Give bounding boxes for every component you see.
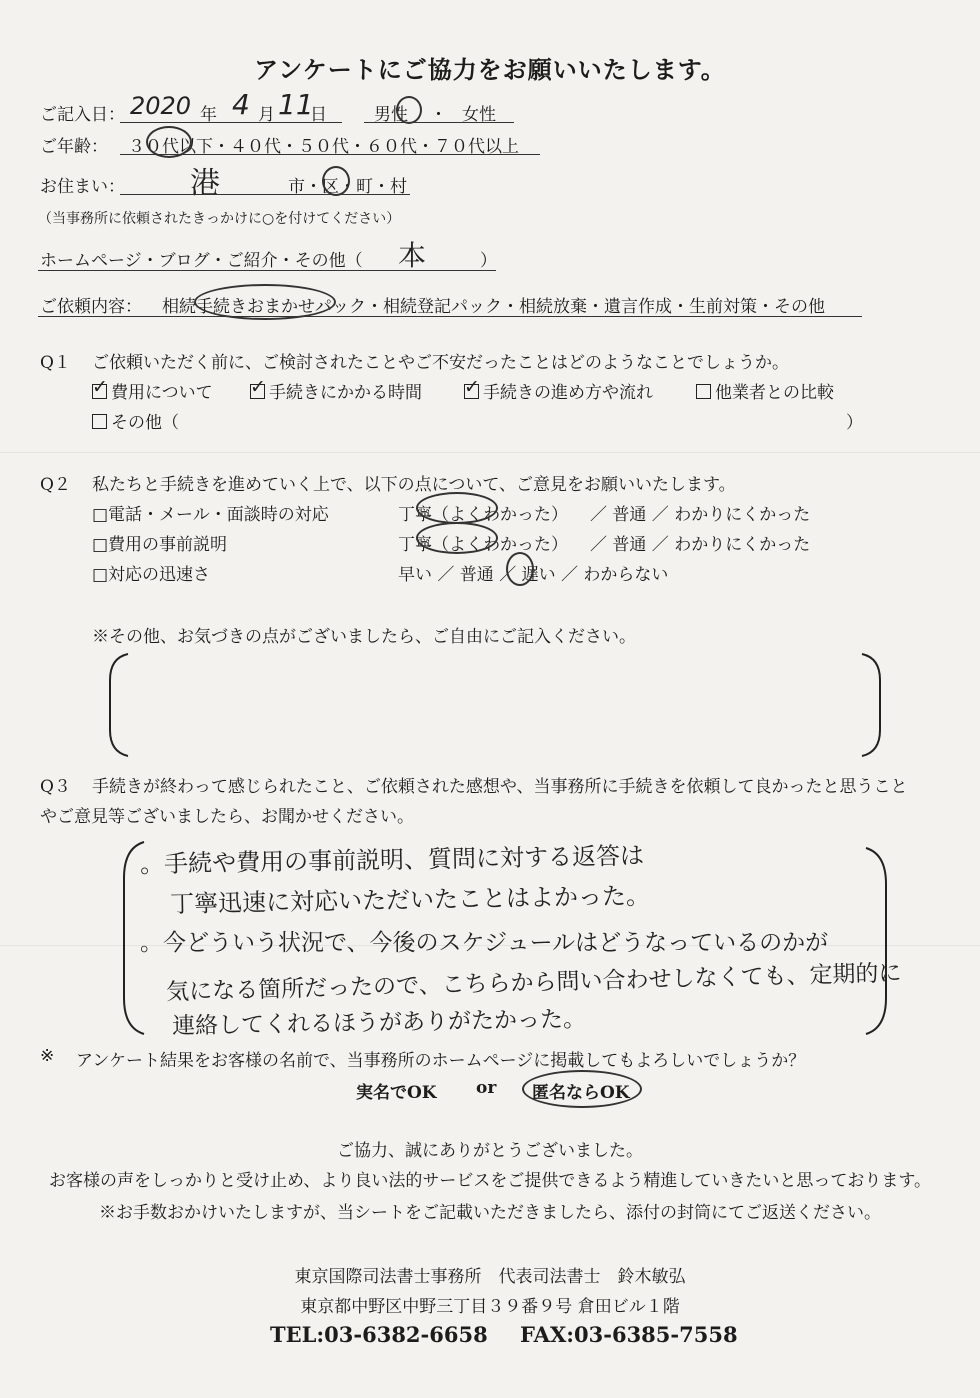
age-label: ご年齢： xyxy=(40,137,108,157)
q1-other-label: その他（ xyxy=(111,413,179,433)
trigger-close: ） xyxy=(480,251,497,271)
publish-question: アンケート結果をお客様の名前で、当事務所のホームページに掲載してもよろしいでしょうか？ xyxy=(76,1051,806,1071)
q2-comment-box[interactable] xyxy=(100,650,890,760)
q1-compare-label: 他業者との比較 xyxy=(715,383,834,403)
year-unit: 年 xyxy=(200,105,217,125)
q2-row1-circle-mark xyxy=(416,492,498,524)
footer-return-note: ※お手数おかけいたしますが、当シートをご記載いただきましたら、添付の封筒にてご返送ください。 xyxy=(99,1203,881,1223)
q1-number: Q１ xyxy=(40,353,71,373)
q2-row3-options[interactable]: 早い ／ 普通 ／ 遅い ／ わからない xyxy=(398,565,669,585)
publish-mark: ※ xyxy=(40,1046,55,1066)
q1-other-checkbox[interactable] xyxy=(92,414,107,429)
gender-separator: ・ xyxy=(430,105,447,125)
q3-number: Q３ xyxy=(40,777,71,797)
publish-anonymous-circle-mark xyxy=(522,1070,642,1108)
footer-message: お客様の声をしっかりと受け止め、より良い法的サービスをご提供できるよう精進していきたいと思っております。 xyxy=(49,1171,931,1191)
q1-other-close: ） xyxy=(846,413,863,433)
publish-or: or xyxy=(476,1078,497,1098)
request-label: ご依頼内容： xyxy=(40,297,142,317)
q2-row2-circle-mark xyxy=(416,522,498,554)
q3-answer-line3[interactable]: 。今どういう状況で、今後のスケジュールはどうなっているのかが xyxy=(140,930,829,956)
request-circle-mark xyxy=(194,284,336,320)
q3-question-line2: やご意見等ございましたら、お聞かせください。 xyxy=(40,807,414,827)
q3-answer-line4[interactable]: 気になる箇所だったので、こちらから問い合わせしなくても、定期的に xyxy=(165,960,902,1006)
q1-time-checkbox[interactable] xyxy=(250,384,265,399)
q2-row2-label: □費用の事前説明 xyxy=(92,535,228,555)
q2-number: Q２ xyxy=(40,475,71,495)
q1-cost-checkbox[interactable] xyxy=(92,384,107,399)
year-value[interactable]: 2020 xyxy=(130,92,192,120)
q1-time-label: 手続きにかかる時間 xyxy=(269,383,422,403)
q1-option-cost[interactable] xyxy=(92,378,213,403)
q1-compare-checkbox[interactable] xyxy=(696,384,711,399)
day-unit: 日 xyxy=(310,105,327,125)
q2-row2-other-options[interactable]: ／ 普通 ／ わかりにくかった xyxy=(590,535,811,555)
q1-flow-label: 手続きの進め方や流れ xyxy=(483,383,653,403)
residence-units: 市・区・町・村 xyxy=(288,177,407,197)
trigger-other-value[interactable]: 本 xyxy=(398,239,427,272)
footer-thanks: ご協力、誠にありがとうございました。 xyxy=(337,1141,643,1161)
ward-circle-mark xyxy=(322,166,350,196)
q2-note: ※その他、お気づきの点がございましたら、ご自由にご記入ください。 xyxy=(92,627,636,647)
male-circle-mark xyxy=(396,96,422,124)
month-unit: 月 xyxy=(258,105,275,125)
age-options[interactable]: ３０代以下・４０代・５０代・６０代・７０代以上 xyxy=(128,137,519,157)
q3-answer-line5[interactable]: 連絡してくれるほうがありがたかった。 xyxy=(171,1006,587,1040)
month-value[interactable]: 4 xyxy=(232,88,250,121)
publish-real-name-option[interactable]: 実名でOK xyxy=(356,1083,437,1103)
q2-row3-label: □対応の迅速さ xyxy=(92,565,211,585)
q2-question: 私たちと手続きを進めていく上で、以下の点について、ご意見をお願いいたします。 xyxy=(92,475,736,495)
q2-row1-option-polite[interactable]: 丁寧（よくわかった） xyxy=(398,505,568,525)
trigger-options[interactable]: ホームページ・ブログ・ご紹介・その他（ xyxy=(40,251,363,271)
q2-row1-other-options[interactable]: ／ 普通 ／ わかりにくかった xyxy=(590,505,811,525)
footer-address: 東京都中野区中野三丁目３９番９号 倉田ビル１階 xyxy=(300,1297,680,1317)
q1-option-flow[interactable] xyxy=(464,378,653,403)
gender-male[interactable]: 男性 xyxy=(374,105,408,125)
q1-flow-checkbox[interactable] xyxy=(464,384,479,399)
day-value[interactable]: 11 xyxy=(278,88,314,121)
q2-row3-circle-mark xyxy=(506,552,534,586)
q1-question: ご依頼いただく前に、ご検討されたことやご不安だったことはどのようなことでしょうか。 xyxy=(92,353,789,373)
q1-cost-label: 費用について xyxy=(111,383,213,403)
q2-row2-option-polite[interactable]: 丁寧（よくわかった） xyxy=(398,535,568,555)
date-label: ご記入日： xyxy=(40,105,125,125)
footer-fax: FAX:03-6385-7558 xyxy=(520,1322,738,1347)
request-options[interactable]: 相続手続きおまかせパック・相続登記パック・相続放棄・遺言作成・生前対策・その他 xyxy=(162,297,825,317)
residence-value[interactable]: 港 xyxy=(190,166,220,201)
form-title: アンケートにご協力をお願いいたします。 xyxy=(254,55,726,84)
publish-anonymous-option[interactable]: 匿名ならOK xyxy=(532,1083,630,1103)
residence-label: お住まい： xyxy=(40,177,125,197)
q1-option-compare[interactable] xyxy=(696,378,834,403)
q3-question-line1: 手続きが終わって感じられたこと、ご依頼された感想や、当事務所に手続きを依頼して良かったと思うこと xyxy=(92,777,908,797)
q2-row1-label: □電話・メール・面談時の対応 xyxy=(92,505,329,525)
footer-tel: TEL:03-6382-6658 xyxy=(270,1322,488,1347)
q1-option-other[interactable] xyxy=(92,408,179,433)
q3-answer-line2[interactable]: 丁寧迅速に対応いただいたことはよかった。 xyxy=(169,881,651,919)
footer-office: 東京国際司法書士事務所 代表司法書士 鈴木敏弘 xyxy=(294,1267,686,1287)
gender-female[interactable]: 女性 xyxy=(462,105,496,125)
trigger-note: （当事務所に依頼されたきっかけに○を付けてください） xyxy=(38,211,401,227)
q1-option-time[interactable] xyxy=(250,378,422,403)
q3-answer-line1[interactable]: 。手続や費用の事前説明、質問に対する返答は xyxy=(139,841,645,879)
